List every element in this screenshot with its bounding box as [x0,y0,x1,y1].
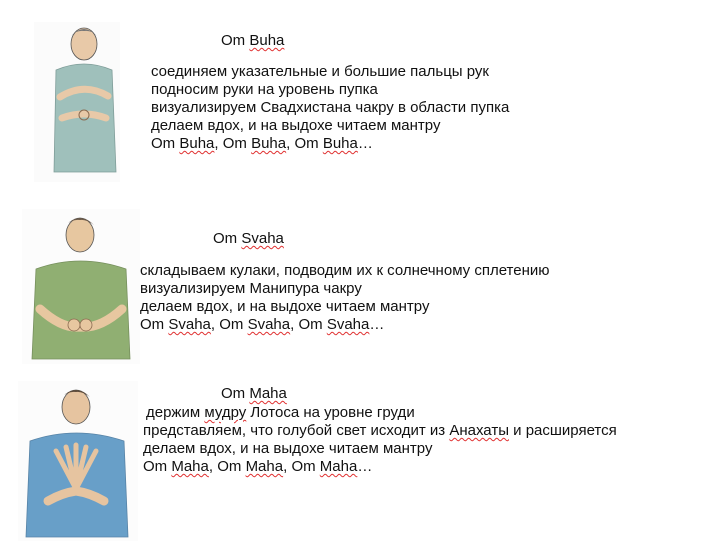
title-svaha: Om Svaha [213,230,284,247]
instruction-line: соединяем указательные и большие пальцы рук [151,63,489,80]
mantra-line: Om Maha, Om Maha, Om Maha… [143,458,373,475]
instruction-line: визуализируем Свадхистана чакру в области пупка [151,99,510,116]
instructions-svaha [140,262,550,334]
illustration-man-maha [18,381,138,541]
instruction-line: подносим руки на уровень пупка [151,81,378,98]
title-buha: Om Buha [221,32,285,49]
section-buha [0,0,706,185]
illustration-man-buha [34,22,120,182]
instructions-buha [151,63,509,153]
instruction-line: представляем, что голубой свет исходит из Анахаты и расширяется [143,422,617,439]
instruction-line: делаем вдох, и на выдохе читаем мантру [140,298,430,315]
title-maha: Om Maha [221,385,287,402]
instruction-line: держим мудру Лотоса на уровне груди [146,404,415,421]
instruction-line: делаем вдох, и на выдохе читаем мантру [151,117,441,134]
mantra-line: Om Buha, Om Buha, Om Buha… [151,135,373,152]
instruction-line: визуализируем Манипура чакру [140,280,362,297]
section-svaha [0,185,706,365]
instruction-line: складываем кулаки, подводим их к солнечному сплетению [140,262,550,279]
mantra-line: Om Svaha, Om Svaha, Om Svaha… [140,316,385,333]
instructions-maha [143,404,617,476]
section-maha [0,365,706,551]
instruction-line: делаем вдох, и на выдохе читаем мантру [143,440,433,457]
illustration-man-svaha [22,209,140,364]
